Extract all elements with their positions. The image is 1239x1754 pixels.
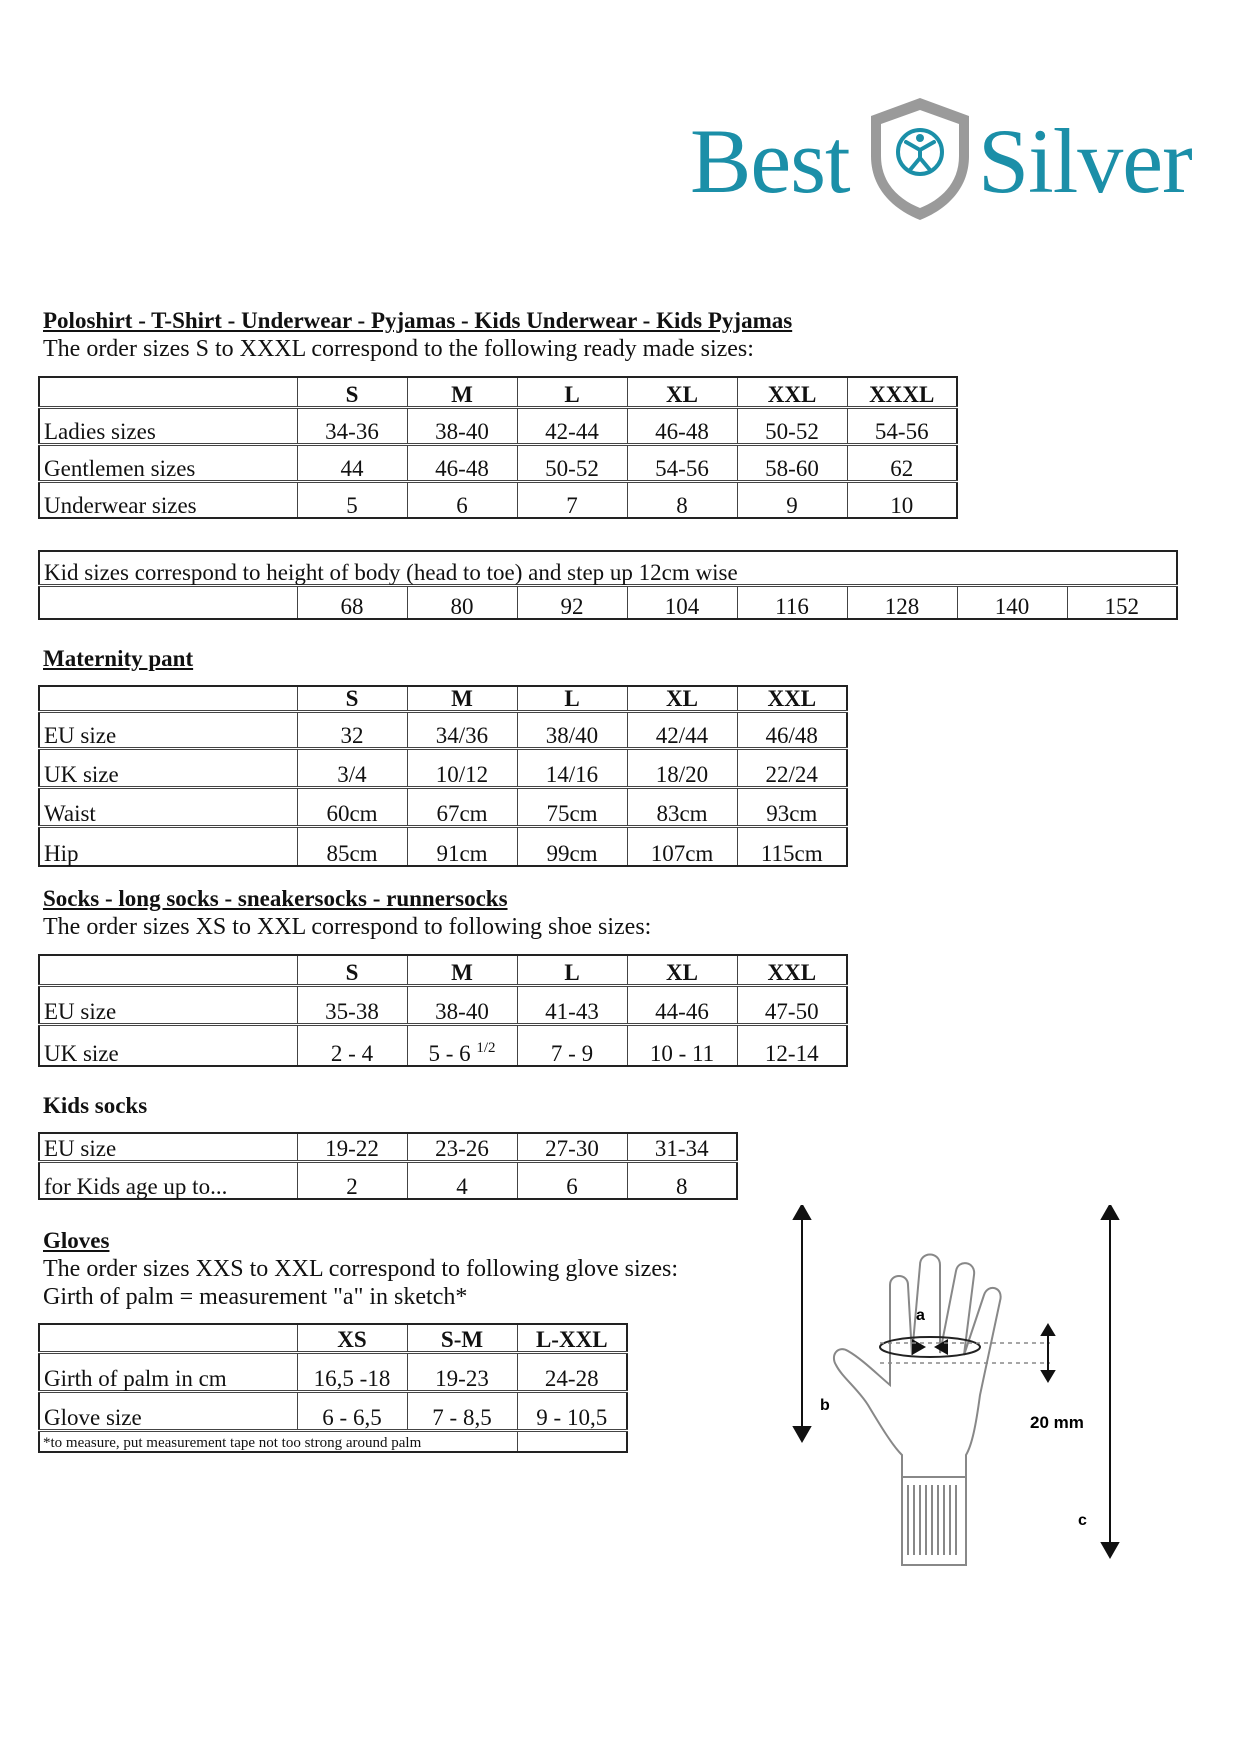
kids-caption-row [39, 551, 1177, 585]
table-row [39, 712, 847, 749]
table-row [39, 481, 957, 518]
table-cell: 8 [627, 1161, 737, 1199]
table-cell: 60cm [297, 788, 407, 827]
table-cell: 67cm [407, 788, 517, 827]
table-cell: 91cm [407, 827, 517, 866]
table-cell: 38/40 [517, 712, 627, 749]
table-cell: 152 [1067, 585, 1177, 619]
table-cell: 24-28 [517, 1352, 627, 1391]
table-cell: 10 [847, 481, 957, 518]
table-row [39, 827, 847, 866]
row-label: Ladies sizes [39, 407, 297, 444]
table-cell: 54-56 [847, 407, 957, 444]
socks-header-row [39, 955, 847, 985]
header-cell: XS [297, 1324, 407, 1352]
uk-m-fraction: 1/2 [476, 1040, 496, 1056]
table-cell: 6 [407, 481, 517, 518]
header-cell: L [517, 686, 627, 712]
table-cell: 14/16 [517, 749, 627, 788]
table-row [39, 788, 847, 827]
logo-word-best: Best [690, 110, 850, 212]
header-cell: S-M [407, 1324, 517, 1352]
label-20mm: 20 mm [1030, 1413, 1084, 1432]
b-arrow-icon [794, 1205, 810, 1441]
table-cell [407, 1024, 517, 1066]
table-cell: 46-48 [407, 444, 517, 481]
table-cell: 38-40 [407, 985, 517, 1024]
table-cell: 10/12 [407, 749, 517, 788]
table-row [39, 1161, 737, 1199]
label-c: c [1078, 1512, 1087, 1529]
c-arrow-icon [1102, 1205, 1118, 1557]
table-row [39, 985, 847, 1024]
header-cell: M [407, 686, 517, 712]
table-cell: 9 [737, 481, 847, 518]
table-cell: 80 [407, 585, 517, 619]
header-cell: S [297, 686, 407, 712]
table-cell: 99cm [517, 827, 627, 866]
table-cell: 31-34 [627, 1133, 737, 1161]
table-cell: 42-44 [517, 407, 627, 444]
polo-title: Poloshirt - T-Shirt - Underwear - Pyjamas - Kids Underwear - Kids Pyjamas [43, 308, 793, 333]
header-cell: XXL [737, 955, 847, 985]
table-cell: 104 [627, 585, 737, 619]
table-cell: 50-52 [517, 444, 627, 481]
row-label: UK size [39, 1024, 297, 1066]
label-a: a [916, 1307, 925, 1324]
table-cell: 41-43 [517, 985, 627, 1024]
gloves-header-row [39, 1324, 627, 1352]
polo-header-row [39, 377, 957, 407]
table-cell: 44 [297, 444, 407, 481]
gloves-intro-line1: The order sizes XXS to XXL correspond to following glove sizes: [43, 1256, 678, 1282]
table-row [39, 749, 847, 788]
header-cell: XL [627, 955, 737, 985]
table-row [39, 1133, 737, 1161]
table-cell: 3/4 [297, 749, 407, 788]
row-label: UK size [39, 749, 297, 788]
table-cell: 92 [517, 585, 627, 619]
header-cell: XL [627, 377, 737, 407]
table-cell: 35-38 [297, 985, 407, 1024]
table-cell: 6 - 6,5 [297, 1391, 407, 1430]
table-cell: 44-46 [627, 985, 737, 1024]
table-cell: 6 [517, 1161, 627, 1199]
table-cell: 7 - 8,5 [407, 1391, 517, 1430]
table-cell: 107cm [627, 827, 737, 866]
socks-title: Socks - long socks - sneakersocks - runnersocks [43, 886, 508, 911]
table-cell: 93cm [737, 788, 847, 827]
glove-outline [834, 1255, 1001, 1566]
table-cell: 42/44 [627, 712, 737, 749]
header-cell [39, 1324, 297, 1352]
table-cell: 58-60 [737, 444, 847, 481]
table-row [39, 407, 957, 444]
table-cell: 8 [627, 481, 737, 518]
table-cell: 85cm [297, 827, 407, 866]
table-row [39, 1352, 627, 1391]
shield-icon [865, 94, 975, 222]
best-silver-logo [690, 92, 1192, 227]
table-cell: 2 [297, 1161, 407, 1199]
table-cell: 128 [847, 585, 957, 619]
table-cell: 62 [847, 444, 957, 481]
row-label: Waist [39, 788, 297, 827]
glove-sketch [780, 1205, 1160, 1575]
header-cell: L [517, 377, 627, 407]
header-cell: XXL [737, 686, 847, 712]
kids-caption: Kid sizes correspond to height of body (head to toe) and step up 12cm wise [44, 559, 738, 585]
row-label: Underwear sizes [39, 481, 297, 518]
row-label: Girth of palm in cm [39, 1352, 297, 1391]
maternity-title: Maternity pant [43, 646, 194, 671]
table-cell: 34/36 [407, 712, 517, 749]
gloves-note: *to measure, put measurement tape not too strong around palm [39, 1430, 517, 1452]
table-cell: 54-56 [627, 444, 737, 481]
row-label: Glove size [39, 1391, 297, 1430]
table-cell: 5 [297, 481, 407, 518]
table-cell: 83cm [627, 788, 737, 827]
table-row [39, 444, 957, 481]
kidsocks-table [38, 1132, 738, 1200]
row-label: EU size [39, 712, 297, 749]
header-cell: XXL [737, 377, 847, 407]
header-cell: L-XXL [517, 1324, 627, 1352]
header-cell [39, 686, 297, 712]
table-cell: 68 [297, 585, 407, 619]
table-cell: 4 [407, 1161, 517, 1199]
row-label: Hip [39, 827, 297, 866]
table-row [39, 1024, 847, 1066]
table-row [39, 1391, 627, 1430]
header-cell: S [297, 955, 407, 985]
maternity-table [38, 685, 848, 867]
table-cell: 75cm [517, 788, 627, 827]
table-cell: 7 - 9 [517, 1024, 627, 1066]
polo-intro: The order sizes S to XXXL correspond to the following ready made sizes: [43, 336, 754, 362]
uk-m-value: 5 - 6 [428, 1041, 477, 1066]
table-cell: 12-14 [737, 1024, 847, 1066]
table-cell: 22/24 [737, 749, 847, 788]
header-cell: M [407, 955, 517, 985]
row-label: for Kids age up to... [39, 1161, 297, 1199]
table-cell [517, 1430, 627, 1452]
table-cell [39, 585, 297, 619]
header-cell: XXXL [847, 377, 957, 407]
table-cell: 7 [517, 481, 627, 518]
note-row [39, 1430, 627, 1452]
table-cell: 140 [957, 585, 1067, 619]
gloves-table [38, 1323, 628, 1453]
table-cell: 38-40 [407, 407, 517, 444]
table-cell: 16,5 -18 [297, 1352, 407, 1391]
socks-table [38, 954, 848, 1067]
table-cell: 2 - 4 [297, 1024, 407, 1066]
maternity-header-row [39, 686, 847, 712]
header-cell: S [297, 377, 407, 407]
header-cell [39, 955, 297, 985]
header-cell [39, 377, 297, 407]
row-label: EU size [39, 1133, 297, 1161]
table-cell: 47-50 [737, 985, 847, 1024]
table-cell: 46-48 [627, 407, 737, 444]
table-cell: 18/20 [627, 749, 737, 788]
header-cell: L [517, 955, 627, 985]
table-cell: 9 - 10,5 [517, 1391, 627, 1430]
gloves-title: Gloves [43, 1228, 110, 1253]
table-row [39, 585, 1177, 619]
socks-intro: The order sizes XS to XXL correspond to following shoe sizes: [43, 914, 652, 940]
table-cell: 115cm [737, 827, 847, 866]
label-b: b [820, 1397, 830, 1414]
kidsocks-title: Kids socks [43, 1093, 148, 1118]
table-cell: 34-36 [297, 407, 407, 444]
kids-height-table [38, 550, 1178, 620]
table-cell: 27-30 [517, 1133, 627, 1161]
table-cell: 50-52 [737, 407, 847, 444]
table-cell: 10 - 11 [627, 1024, 737, 1066]
table-cell: 19-22 [297, 1133, 407, 1161]
header-cell: M [407, 377, 517, 407]
row-label: EU size [39, 985, 297, 1024]
20mm-arrow-icon [1042, 1325, 1054, 1381]
table-cell: 32 [297, 712, 407, 749]
polo-size-table [38, 376, 958, 519]
gloves-intro-line2: Girth of palm = measurement "a" in sketch* [43, 1284, 468, 1310]
header-cell: XL [627, 686, 737, 712]
table-cell: 46/48 [737, 712, 847, 749]
table-cell: 23-26 [407, 1133, 517, 1161]
logo-word-silver: Silver [978, 110, 1192, 212]
row-label: Gentlemen sizes [39, 444, 297, 481]
table-cell: 19-23 [407, 1352, 517, 1391]
table-cell: 116 [737, 585, 847, 619]
